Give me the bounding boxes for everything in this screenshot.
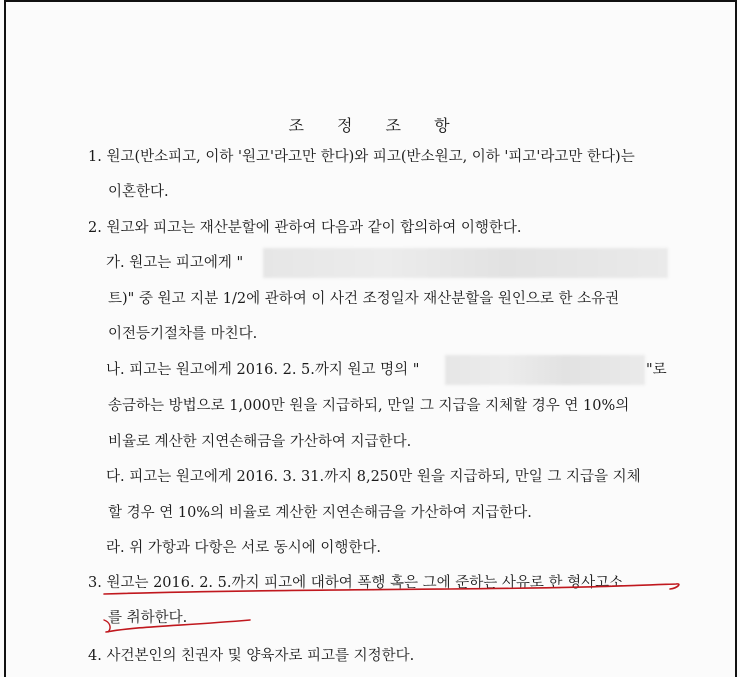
item-4-line-1: 4. 사건본인의 친권자 및 양육자로 피고를 지정한다.: [88, 648, 415, 664]
item-da-line-1: 다. 피고는 원고에게 2016. 3. 31.까지 8,250만 원을 지급하되, 만일 그 지급을 지체: [106, 469, 641, 485]
item-na-line-3: 비율로 계산한 지연손해금을 가산하여 지급한다.: [108, 434, 412, 450]
item-3-line-2: 를 취하한다.: [108, 610, 188, 626]
item-3-line-1: 3. 원고는 2016. 2. 5.까지 피고에 대하여 폭행 혹은 그에 준하는 사유로 한 형사고소: [88, 575, 624, 591]
item-1-line-2: 이혼한다.: [108, 184, 169, 200]
item-1-line-1: 1. 원고(반소피고, 이하 '원고'라고만 한다)와 피고(반소원고, 이하 '피고'라고만 한다)는: [88, 149, 635, 165]
redacted-address: [263, 248, 668, 278]
item-ra-line-1: 라. 위 가항과 다항은 서로 동시에 이행한다.: [106, 540, 381, 556]
item-na-line-1: 나. 피고는 원고에게 2016. 2. 5.까지 원고 명의 ": [106, 362, 420, 378]
item-ga-line-3: 이전등기절차를 마친다.: [108, 326, 258, 342]
item-ga-line-1: 가. 원고는 피고에게 ": [106, 255, 244, 271]
document-title: 조 정 조 항: [288, 116, 464, 135]
page-border-left: [4, 0, 6, 677]
item-2-line-1: 2. 원고와 피고는 재산분할에 관하여 다음과 같이 합의하여 이행한다.: [88, 220, 522, 236]
item-da-line-2: 할 경우 연 10%의 비율로 계산한 지연손해금을 가산하여 지급한다.: [108, 505, 532, 521]
redacted-account: [445, 355, 645, 385]
page-border-top: [4, 0, 737, 2]
item-na-line-2: 송금하는 방법으로 1,000만 원을 지급하되, 만일 그 지급을 지체할 경우 연 10%의: [108, 398, 630, 414]
item-ga-line-2: 트)" 중 원고 지분 1/2에 관하여 이 사건 조정일자 재산분할을 원인으로 한 소유권: [108, 291, 620, 307]
item-na-line-1-end: "로: [646, 362, 667, 378]
page-border-right: [735, 0, 737, 677]
